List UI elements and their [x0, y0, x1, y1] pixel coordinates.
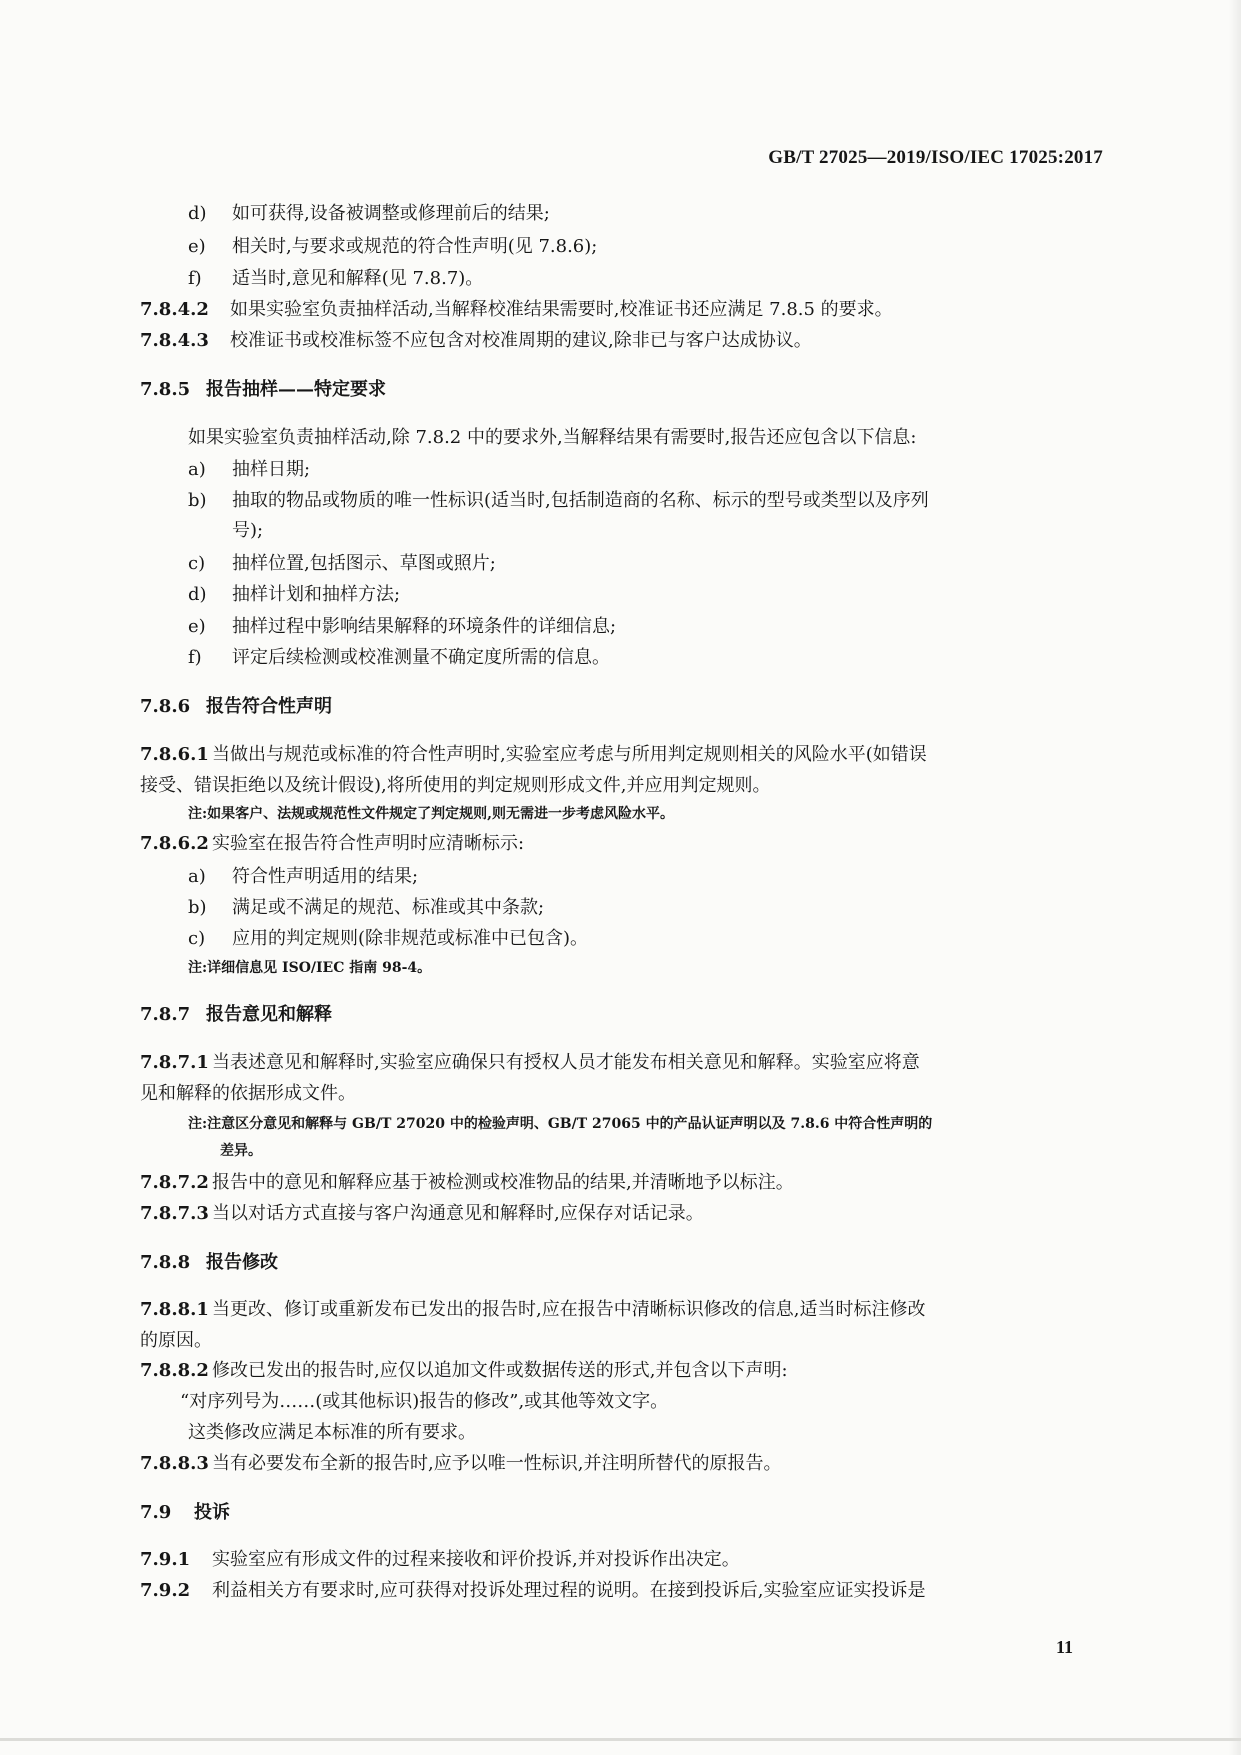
- note-continuation: 差异。: [220, 1143, 262, 1159]
- clause-text: 当以对话方式直接与客户沟通意见和解释时,应保存对话记录。: [212, 1203, 704, 1224]
- item-label: d): [188, 584, 207, 605]
- clause-7-8-8-2: [140, 1358, 788, 1384]
- clause-number: 7.8.7.3: [140, 1203, 209, 1224]
- clause-number: 7.9.2: [140, 1580, 191, 1601]
- item-text: 如可获得,设备被调整或修理前后的结果;: [232, 203, 550, 224]
- item-label: b): [188, 490, 207, 511]
- clause-7-8-7-2: [140, 1170, 794, 1196]
- list-item: [188, 582, 400, 608]
- section-number: 7.8.6: [140, 696, 191, 717]
- clause-continuation: 接受、错误拒绝以及统计假设),将所使用的判定规则形成文件,并应用判定规则。: [140, 775, 771, 796]
- item-label: c): [188, 928, 206, 949]
- note: 注:如果客户、法规或规范性文件规定了判定规则,则无需进一步考虑风险水平。: [188, 806, 675, 822]
- item-label: a): [188, 459, 206, 480]
- clause-number: 7.8.4.3: [140, 330, 209, 351]
- list-item: [188, 457, 310, 483]
- section-title: 报告意见和解释: [206, 1004, 332, 1025]
- section-heading-7-8-8: [140, 1250, 278, 1276]
- list-item: [188, 926, 588, 952]
- scan-bottom-edge: [0, 1738, 1241, 1741]
- clause-7-8-8-1: [140, 1297, 925, 1323]
- section-heading-7-8-5: [140, 377, 386, 403]
- clause-number: 7.8.6.1: [140, 744, 209, 765]
- item-text: 满足或不满足的规范、标准或其中条款;: [232, 897, 545, 918]
- item-label: d): [188, 203, 207, 224]
- clause-7-8-4-2: [140, 297, 893, 323]
- list-item: [188, 895, 544, 921]
- clause-7-9-2: [140, 1578, 925, 1604]
- clause-text: 当有必要发布全新的报告时,应予以唯一性标识,并注明所替代的原报告。: [212, 1453, 782, 1474]
- section-intro: 如果实验室负责抽样活动,除 7.8.2 中的要求外,当解释结果有需要时,报告还应包含以下信息:: [188, 427, 917, 448]
- clause-number: 7.8.8.2: [140, 1360, 209, 1381]
- clause-number: 7.8.7.2: [140, 1172, 209, 1193]
- clause-number: 7.8.6.2: [140, 833, 209, 854]
- item-text: 相关时,与要求或规范的符合性声明(见 7.8.6);: [232, 236, 598, 257]
- clause-text: 校准证书或校准标签不应包含对校准周期的建议,除非已与客户达成协议。: [230, 330, 812, 351]
- clause-quote: “对序列号为……(或其他标识)报告的修改”,或其他等效文字。: [180, 1391, 669, 1412]
- clause-text: 修改已发出的报告时,应仅以追加文件或数据传送的形式,并包含以下声明:: [212, 1360, 788, 1381]
- list-item: [188, 234, 597, 260]
- item-text: 抽样位置,包括图示、草图或照片;: [232, 553, 496, 574]
- clause-continuation: 见和解释的依据形成文件。: [140, 1083, 356, 1104]
- item-label: c): [188, 553, 206, 574]
- item-label: b): [188, 897, 207, 918]
- clause-7-8-7-1: [140, 1050, 920, 1076]
- clause-number: 7.8.4.2: [140, 299, 209, 320]
- clause-number: 7.8.7.1: [140, 1052, 209, 1073]
- clause-number: 7.8.8.3: [140, 1453, 209, 1474]
- section-title: 报告修改: [206, 1252, 278, 1273]
- item-label: e): [188, 236, 206, 257]
- clause-7-8-4-3: [140, 328, 812, 354]
- section-heading-7-8-7: [140, 1002, 332, 1028]
- section-title: 报告符合性声明: [206, 696, 332, 717]
- clause-text: 当做出与规范或标准的符合性声明时,实验室应考虑与所用判定规则相关的风险水平(如错误: [212, 744, 927, 765]
- section-heading-7-9: [140, 1500, 230, 1526]
- item-label: a): [188, 866, 206, 887]
- clause-text: 利益相关方有要求时,应可获得对投诉处理过程的说明。在接到投诉后,实验室应证实投诉是: [212, 1580, 926, 1601]
- list-item: [188, 201, 550, 227]
- list-item: [188, 488, 929, 514]
- item-text: 评定后续检测或校准测量不确定度所需的信息。: [232, 647, 610, 668]
- clause-text: 当表述意见和解释时,实验室应确保只有授权人员才能发布相关意见和解释。实验室应将意: [212, 1052, 920, 1073]
- list-item: [188, 551, 496, 577]
- item-label: f): [188, 647, 202, 668]
- clause-text: 当更改、修订或重新发布已发出的报告时,应在报告中清晰标识修改的信息,适当时标注修改: [212, 1299, 926, 1320]
- list-item: [188, 614, 616, 640]
- clause-7-8-7-3: [140, 1201, 704, 1227]
- note: 注:详细信息见 ISO/IEC 指南 98-4。: [188, 960, 432, 976]
- item-text: 抽样计划和抽样方法;: [232, 584, 401, 605]
- clause-text: 实验室应有形成文件的过程来接收和评价投诉,并对投诉作出决定。: [212, 1549, 740, 1570]
- clause-text: 如果实验室负责抽样活动,当解释校准结果需要时,校准证书还应满足 7.8.5 的要求。: [230, 299, 893, 320]
- section-number: 7.8.5: [140, 379, 191, 400]
- clause-continuation: 的原因。: [140, 1330, 212, 1351]
- clause-text: 实验室在报告符合性声明时应清晰标示:: [212, 833, 525, 854]
- clause-7-8-6-1: [140, 742, 927, 768]
- section-title: 投诉: [194, 1502, 230, 1523]
- standard-header: GB/T 27025—2019/ISO/IEC 17025:2017: [768, 147, 1103, 168]
- list-item: [188, 266, 483, 292]
- section-heading-7-8-6: [140, 694, 332, 720]
- scan-edge-shadow: [1229, 0, 1241, 1755]
- clause-number: 7.9.1: [140, 1549, 191, 1570]
- clause-7-8-8-3: [140, 1451, 781, 1477]
- list-item-continuation: 号);: [232, 520, 264, 541]
- section-title: 报告抽样——特定要求: [206, 379, 386, 400]
- item-text: 抽样过程中影响结果解释的环境条件的详细信息;: [232, 616, 617, 637]
- clause-7-8-6-2: [140, 831, 524, 857]
- clause-text: 报告中的意见和解释应基于被检测或校准物品的结果,并清晰地予以标注。: [212, 1172, 794, 1193]
- list-item: [188, 645, 610, 671]
- item-label: f): [188, 268, 202, 289]
- item-text: 应用的判定规则(除非规范或标准中已包含)。: [232, 928, 589, 949]
- clause-requirement: 这类修改应满足本标准的所有要求。: [188, 1422, 476, 1443]
- item-label: e): [188, 616, 206, 637]
- clause-7-9-1: [140, 1547, 740, 1573]
- section-number: 7.8.7: [140, 1004, 191, 1025]
- item-text: 抽取的物品或物质的唯一性标识(适当时,包括制造商的名称、标示的型号或类型以及序列: [232, 490, 929, 511]
- section-number: 7.9: [140, 1502, 172, 1523]
- list-item: [188, 864, 418, 890]
- section-number: 7.8.8: [140, 1252, 191, 1273]
- item-text: 适当时,意见和解释(见 7.8.7)。: [232, 268, 484, 289]
- page-number: 11: [1056, 1637, 1074, 1657]
- item-text: 符合性声明适用的结果;: [232, 866, 419, 887]
- item-text: 抽样日期;: [232, 459, 311, 480]
- clause-number: 7.8.8.1: [140, 1299, 209, 1320]
- note: 注:注意区分意见和解释与 GB/T 27020 中的检验声明、GB/T 27065 中的产品认证声明以及 7.8.6 中符合性声明的: [188, 1116, 933, 1132]
